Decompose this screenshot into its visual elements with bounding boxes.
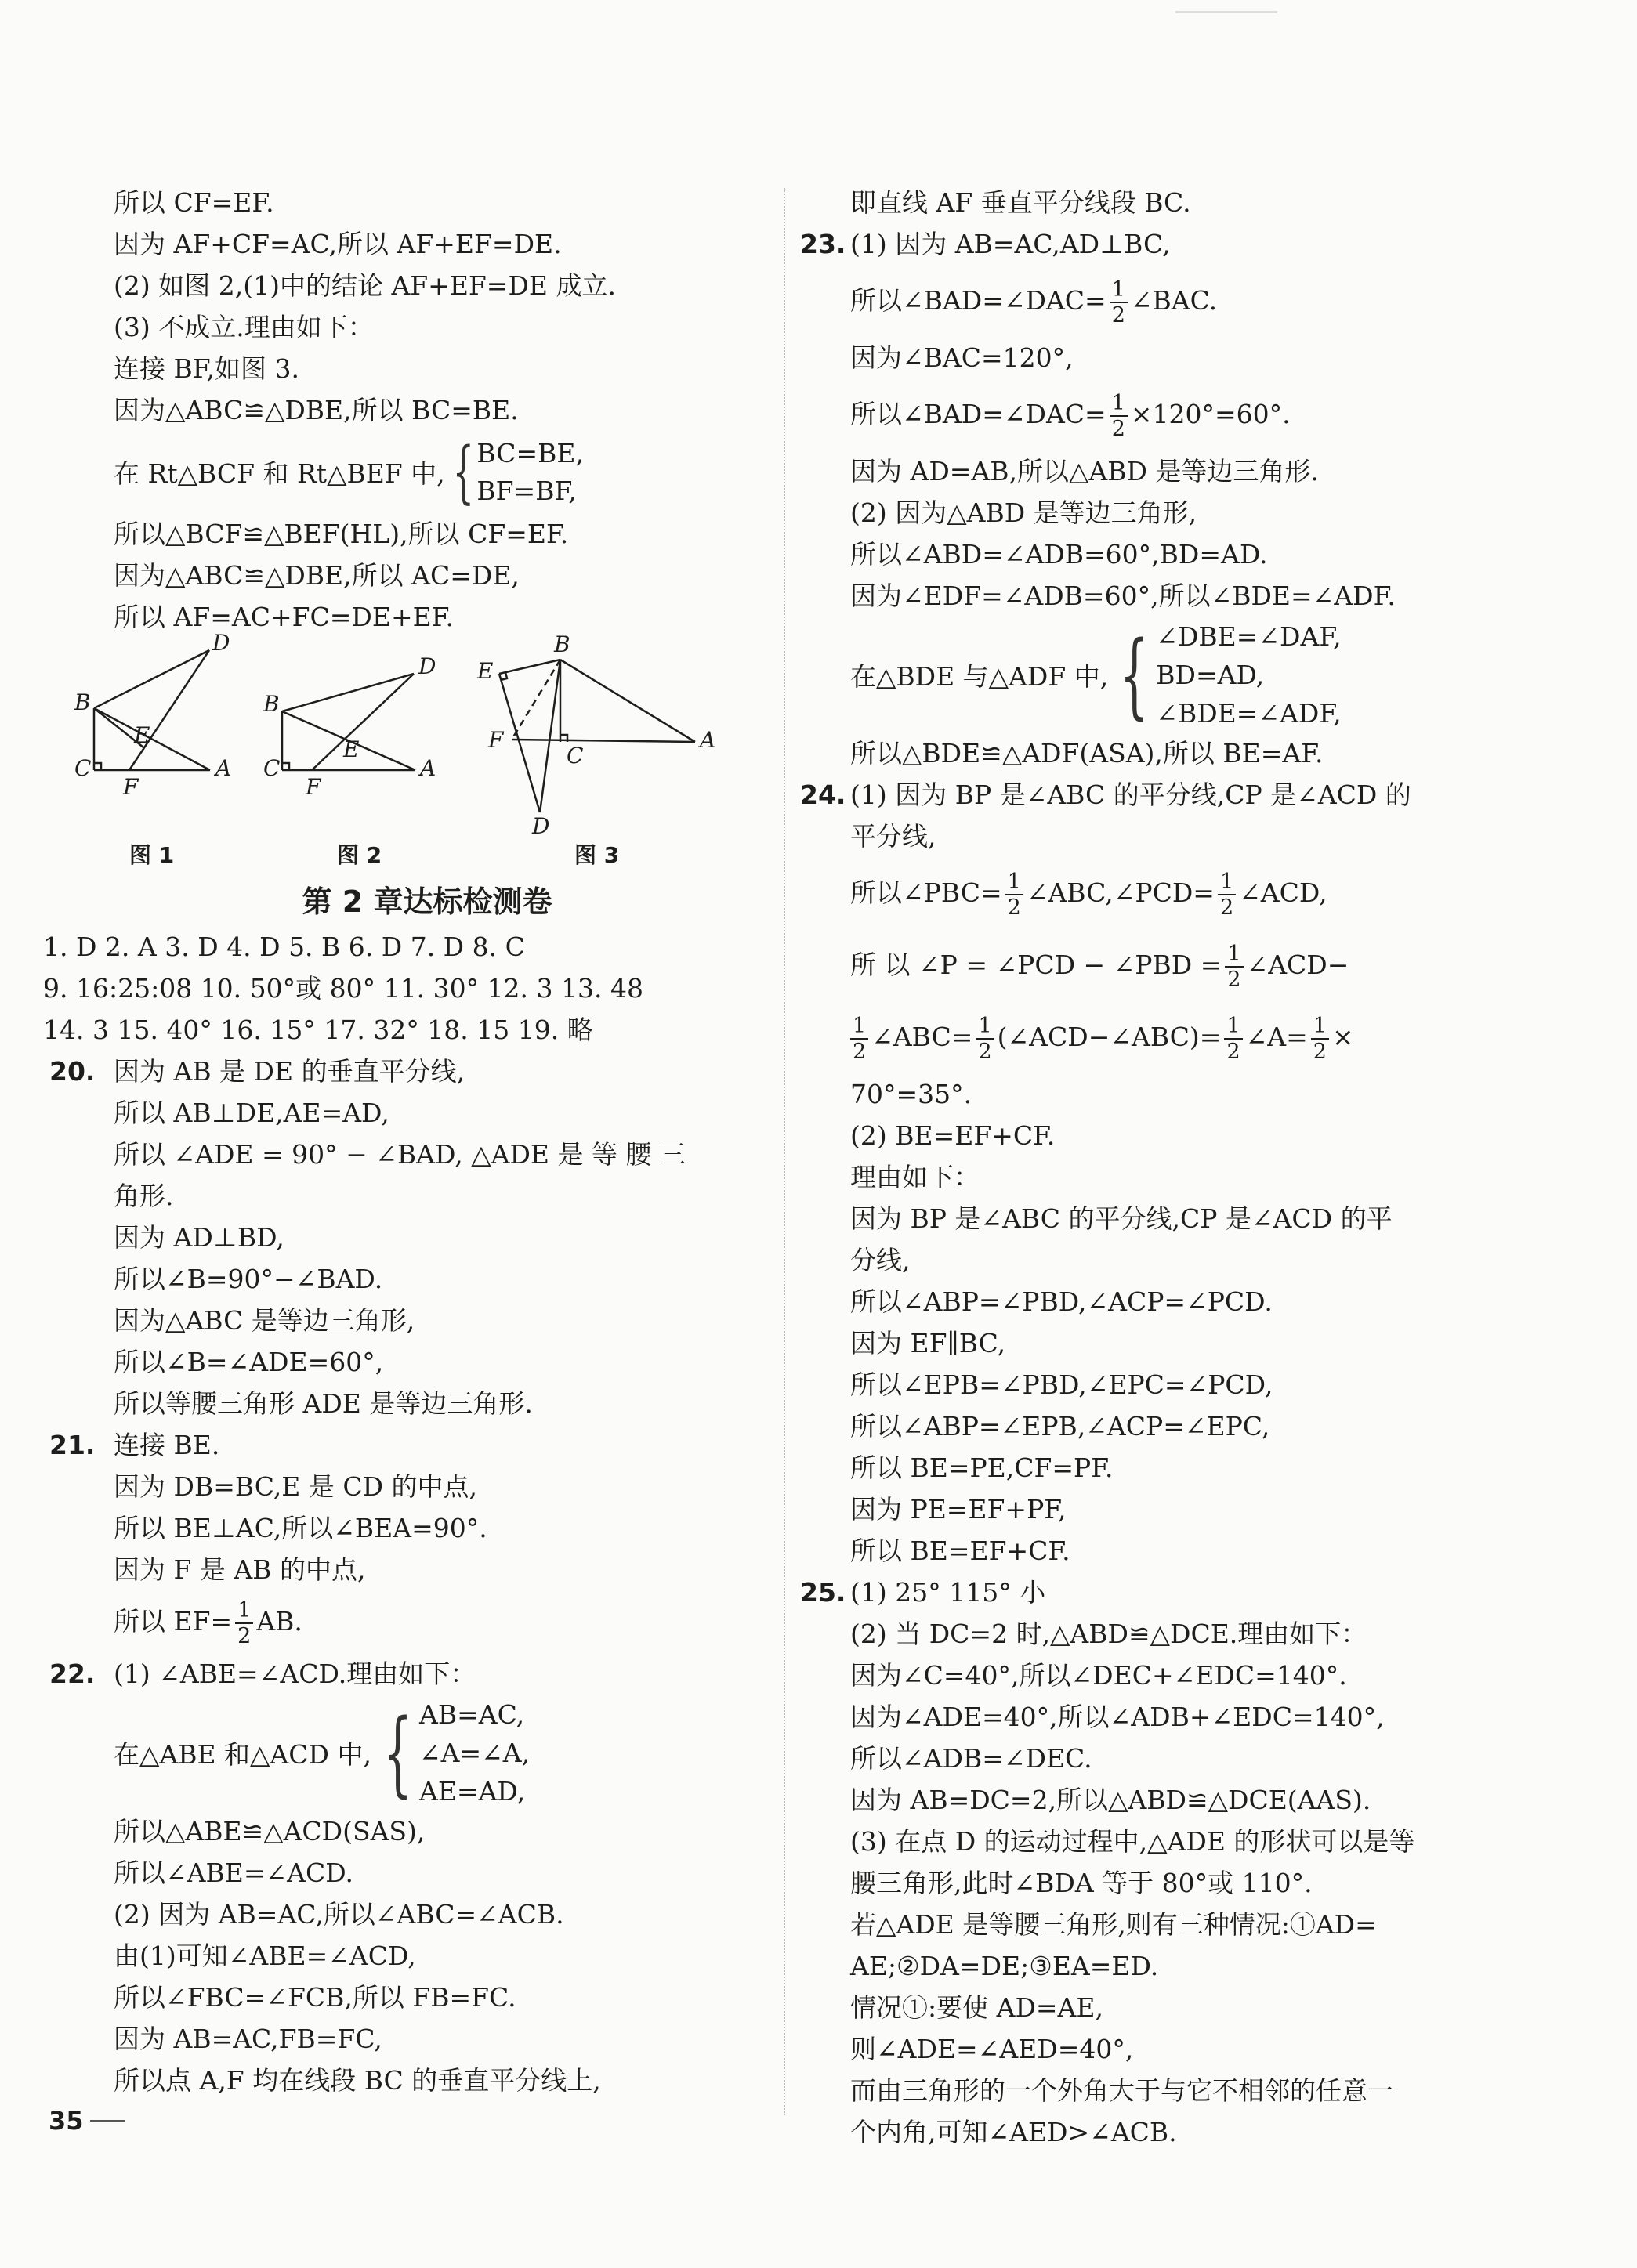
numerator: 1 [1224, 1014, 1242, 1040]
text-line: 因为∠EDF=∠ADB=60°,所以∠BDE=∠ADF. [850, 581, 1396, 611]
question-number: 25. [800, 1577, 846, 1608]
text-line: 所以∠EPB=∠PBD,∠EPC=∠PCD, [850, 1369, 1273, 1400]
brace-glyph: { [1119, 620, 1150, 729]
text-line: 因为∠ADE=40°,所以∠ADB+∠EDC=140°, [850, 1702, 1385, 1732]
text-line: 所以∠ABD=∠ADB=60°,BD=AD. [850, 539, 1268, 570]
fraction [976, 1014, 994, 1064]
question-25 [800, 1572, 1501, 1613]
right-angle-mark [282, 763, 289, 770]
label-a: A [420, 755, 436, 781]
segment-ba [560, 660, 695, 742]
text-span: ∠ABC= [871, 1022, 973, 1052]
congruence-system [850, 617, 1501, 732]
text-line: 所以 CF=EF. [114, 187, 274, 218]
text-line: 因为 AF+CF=AC,所以 AF+EF=DE. [114, 229, 562, 259]
fraction [1218, 870, 1236, 920]
section-title: 第 2 章达标检测卷 [302, 884, 552, 919]
text-line: 所以△ABE≌△ACD(SAS), [114, 1816, 426, 1847]
text-span: × [1331, 1022, 1354, 1052]
text-span: 所以∠BAD=∠DAC= [850, 285, 1106, 316]
figure-caption: 图 1 [129, 842, 175, 868]
question-21 [49, 1424, 741, 1466]
denominator: 2 [237, 1624, 252, 1648]
column-divider [784, 188, 785, 2115]
denominator: 2 [853, 1040, 867, 1064]
condition: ∠DBE=∠DAF, [1156, 620, 1342, 652]
denominator: 2 [1007, 895, 1021, 920]
denominator: 2 [1227, 968, 1241, 992]
question-number: 20. [49, 1056, 96, 1087]
label-d: D [418, 653, 436, 679]
text-line: 因为∠C=40°,所以∠DEC+∠EDC=140°. [850, 1660, 1347, 1691]
text-line: 因为△ABC 是等边三角形, [114, 1305, 415, 1336]
label-b: B [554, 631, 570, 657]
text-line: 理由如下： [850, 1162, 980, 1192]
brace-glyph: { [452, 432, 474, 512]
text-line: 因为 DB=BC,E 是 CD 的中点, [114, 1471, 478, 1502]
question-number: 21. [49, 1430, 96, 1460]
label-f: F [123, 774, 139, 800]
fraction-line [850, 265, 1501, 337]
segment-df [129, 650, 209, 770]
condition: ∠BDE=∠ADF, [1156, 697, 1342, 729]
condition: ∠A=∠A, [419, 1737, 531, 1768]
left-column [43, 182, 741, 2101]
text-line: 连接 BF,如图 3. [114, 353, 299, 384]
fraction [1005, 870, 1023, 920]
right-column [800, 182, 1501, 2153]
text-line: 所以∠B=∠ADE=60°, [114, 1347, 384, 1377]
text-line: 角形. [114, 1181, 174, 1211]
text-line: (1) 25° 115° 小 [850, 1577, 1046, 1608]
page-number-dash [90, 2120, 125, 2122]
text-line: (1) ∠ABE=∠ACD.理由如下： [114, 1658, 476, 1689]
segment-bd [94, 650, 209, 708]
question-20 [49, 1051, 741, 1092]
label-e: E [343, 736, 360, 762]
text-line: 所以 BE=PE,CF=PF. [850, 1452, 1114, 1483]
denominator: 2 [978, 1040, 992, 1064]
numerator: 1 [1225, 942, 1243, 968]
segment-be [499, 660, 560, 674]
brace-glyph: { [382, 1698, 413, 1807]
figure-1 [67, 633, 270, 834]
numerator: 1 [1110, 391, 1128, 417]
segment-bf-dashed [512, 660, 560, 740]
text-line: 所以点 A,F 均在线段 BC 的垂直平分线上, [114, 2065, 601, 2096]
text-line: 所以 BE⊥AC,所以∠BEA=90°. [114, 1513, 487, 1543]
text-line: 所以∠ABP=∠EPB,∠ACP=∠EPC, [850, 1411, 1270, 1441]
right-angle-mark [94, 763, 101, 770]
text-line: 若△ADE 是等腰三角形,则有三种情况:①AD= [850, 1909, 1377, 1940]
figure-row [74, 631, 741, 868]
label-a: A [215, 755, 232, 781]
numerator: 1 [1005, 870, 1023, 895]
text-line: (2) 如图 2,(1)中的结论 AF+EF=DE 成立. [114, 270, 616, 301]
text-span: 所以 EF= [114, 1606, 233, 1637]
fraction [1110, 277, 1128, 327]
numerator: 1 [1218, 870, 1236, 895]
label-d: D [532, 813, 550, 834]
segment-ed [499, 674, 540, 812]
question-number: 23. [800, 229, 846, 259]
text-line: 则∠ADE=∠AED=40°, [850, 2034, 1134, 2064]
text-span: ∠ACD− [1246, 950, 1349, 980]
rt-prefix: 在 Rt△BCF 和 Rt△BEF 中, [114, 458, 445, 489]
text-span: 所以∠BAD=∠DAC= [850, 399, 1106, 429]
text-line: 因为 AB=AC,FB=FC, [114, 2024, 382, 2054]
text-line: 所以 BE=EF+CF. [850, 1536, 1070, 1566]
text-line: 因为 AD=AB,所以△ABD 是等边三角形. [850, 456, 1319, 487]
scan-mark [1175, 11, 1277, 13]
text-line: 因为 EF∥BC, [850, 1328, 1006, 1358]
text-line: 连接 BE. [114, 1430, 220, 1460]
text-line: (3) 不成立.理由如下： [114, 312, 374, 342]
text-line: 即直线 AF 垂直平分线段 BC. [850, 187, 1191, 218]
text-line: (2) 因为△ABD 是等边三角形, [850, 497, 1197, 528]
text-line: 所以∠ADB=∠DEC. [850, 1743, 1092, 1774]
text-line: 因为∠BAC=120°, [850, 342, 1074, 373]
text-span: AB. [256, 1606, 302, 1637]
text-line: (1) 因为 BP 是∠ABC 的平分线,CP 是∠ACD 的 [850, 780, 1411, 810]
figure-3 [466, 628, 717, 834]
label-a: A [700, 727, 716, 753]
text-line: 所以 AB⊥DE,AE=AD, [114, 1098, 389, 1128]
fraction-line [850, 378, 1501, 450]
text-line: (2) 当 DC=2 时,△ABD≌△DCE.理由如下： [850, 1619, 1367, 1649]
text-line: 所以 ∠ADE = 90° − ∠BAD, △ADE 是 等 腰 三 [114, 1139, 686, 1170]
denominator: 2 [1313, 1040, 1327, 1064]
text-line: 所以∠ABP=∠PBD,∠ACP=∠PCD. [850, 1286, 1273, 1317]
fraction-line [850, 929, 1501, 1001]
text-line: 因为 AD⊥BD, [114, 1222, 284, 1253]
fraction [235, 1598, 253, 1648]
text-line: 所以等腰三角形 ADE 是等边三角形. [114, 1388, 533, 1419]
text-line: (1) 因为 AB=AC,AD⊥BC, [850, 229, 1171, 259]
text-line: AE;②DA=DE;③EA=ED. [850, 1951, 1159, 1981]
numerator: 1 [850, 1014, 868, 1040]
question-number: 22. [49, 1658, 96, 1689]
label-b: B [74, 689, 91, 715]
text-line: 因为△ABC≌△DBE,所以 BC=BE. [114, 395, 519, 425]
congruence-system [114, 1695, 741, 1810]
label-e: E [477, 658, 494, 684]
fraction [1225, 942, 1243, 992]
figure-2 [259, 633, 462, 834]
text-span: 所 以 ∠P = ∠PCD − ∠PBD = [850, 950, 1222, 980]
question-number: 24. [800, 780, 846, 810]
text-line: 所以∠ABE=∠ACD. [114, 1857, 353, 1888]
brace-prefix: 在△ABE 和△ACD 中, [114, 1738, 371, 1770]
question-24 [800, 774, 1501, 816]
brace-prefix: 在△BDE 与△ADF 中, [850, 660, 1109, 692]
condition: AB=AC, [419, 1698, 525, 1730]
denominator: 2 [1226, 1040, 1240, 1064]
answer-line: 1. D 2. A 3. D 4. D 5. B 6. D 7. D 8. C [43, 931, 525, 962]
text-span: ∠ABC,∠PCD= [1026, 877, 1215, 908]
segment-ba [94, 708, 210, 770]
text-line: (2) 因为 AB=AC,所以∠ABC=∠ACB. [114, 1899, 564, 1930]
text-line: (3) 在点 D 的运动过程中,△ADE 的形状可以是等 [850, 1826, 1415, 1857]
text-line: 所以 AF=AC+FC=DE+EF. [114, 602, 454, 632]
denominator: 2 [1111, 303, 1125, 327]
text-line: 因为 BP 是∠ABC 的平分线,CP 是∠ACD 的平 [850, 1203, 1393, 1234]
condition: BC=BE, [476, 437, 584, 468]
answer-line: 14. 3 15. 40° 16. 15° 17. 32° 18. 15 19. 略 [43, 1015, 593, 1045]
label-c: C [567, 743, 584, 769]
text-span: ∠A= [1245, 1022, 1308, 1052]
denominator: 2 [1111, 417, 1125, 441]
condition: AE=AD, [419, 1775, 526, 1807]
label-f: F [306, 774, 321, 800]
text-line: 所以∠B=90°−∠BAD. [114, 1264, 383, 1294]
text-line: (2) BE=EF+CF. [850, 1120, 1056, 1151]
segment-bd [540, 660, 560, 812]
text-line: 所以∠FBC=∠FCB,所以 FB=FC. [114, 1982, 516, 2013]
numerator: 1 [235, 1598, 253, 1624]
label-c: C [74, 755, 92, 781]
label-d: D [212, 633, 230, 656]
fraction [1311, 1014, 1329, 1064]
rt-system [114, 431, 741, 513]
text-span: ×120°=60°. [1130, 399, 1291, 429]
figure-caption: 图 3 [574, 842, 620, 868]
text-line: 由(1)可知∠ABE=∠ACD, [114, 1941, 416, 1971]
spacer [114, 843, 741, 871]
numerator: 1 [1311, 1014, 1329, 1040]
text-line: 平分线, [850, 821, 936, 852]
text-line: 所以△BCF≌△BEF(HL),所以 CF=EF. [114, 519, 569, 549]
label-b: B [263, 691, 280, 717]
question-23 [800, 223, 1501, 265]
brace-conditions [1156, 617, 1341, 732]
question-22 [49, 1653, 741, 1695]
page-number: 35 [49, 2106, 84, 2136]
numerator: 1 [1110, 277, 1128, 303]
text-line: 因为 AB=DC=2,所以△ABD≌△DCE(AAS). [850, 1785, 1371, 1815]
text-line: 所以△BDE≌△ADF(ASA),所以 BE=AF. [850, 738, 1324, 769]
fraction-line [850, 1001, 1501, 1073]
text-line: 70°=35°. [850, 1079, 972, 1109]
text-line: 因为 PE=EF+PF, [850, 1494, 1067, 1525]
text-line: 而由三角形的一个外角大于与它不相邻的任意一 [850, 2075, 1393, 2106]
figure-caption: 图 2 [337, 842, 382, 868]
condition: BD=AD, [1156, 659, 1265, 690]
fraction-line [114, 1590, 741, 1653]
segment-fa [512, 740, 695, 742]
text-line: 个内角,可知∠AED>∠ACB. [850, 2117, 1177, 2147]
fraction [1110, 391, 1128, 441]
text-line: 因为 F 是 AB 的中点, [114, 1554, 366, 1585]
text-span: (∠ACD−∠ABC)= [997, 1022, 1222, 1052]
denominator: 2 [1219, 895, 1234, 920]
text-span: ∠ACD, [1239, 877, 1327, 908]
label-f: F [488, 727, 504, 753]
brace-conditions [419, 1695, 530, 1810]
text-span: ∠BAC. [1130, 285, 1218, 316]
numerator: 1 [976, 1014, 994, 1040]
text-line: 情况①:要使 AD=AE, [850, 1992, 1103, 2023]
fraction [1224, 1014, 1242, 1064]
label-e: E [134, 722, 150, 748]
fraction-line [850, 857, 1501, 929]
answer-line: 9. 16:25:08 10. 50°或 80° 11. 30° 12. 3 13. 48 [43, 973, 643, 1004]
text-span: 所以∠PBC= [850, 877, 1002, 908]
fraction [850, 1014, 868, 1064]
text-line: 因为 AB 是 DE 的垂直平分线, [114, 1056, 465, 1087]
label-c: C [263, 755, 281, 781]
text-line: 分线, [850, 1245, 911, 1275]
text-line: 因为△ABC≌△DBE,所以 AC=DE, [114, 560, 520, 591]
rt-conditions [476, 435, 584, 510]
condition: BF=BF, [476, 475, 577, 506]
text-line: 腰三角形,此时∠BDA 等于 80°或 110°. [850, 1868, 1313, 1898]
